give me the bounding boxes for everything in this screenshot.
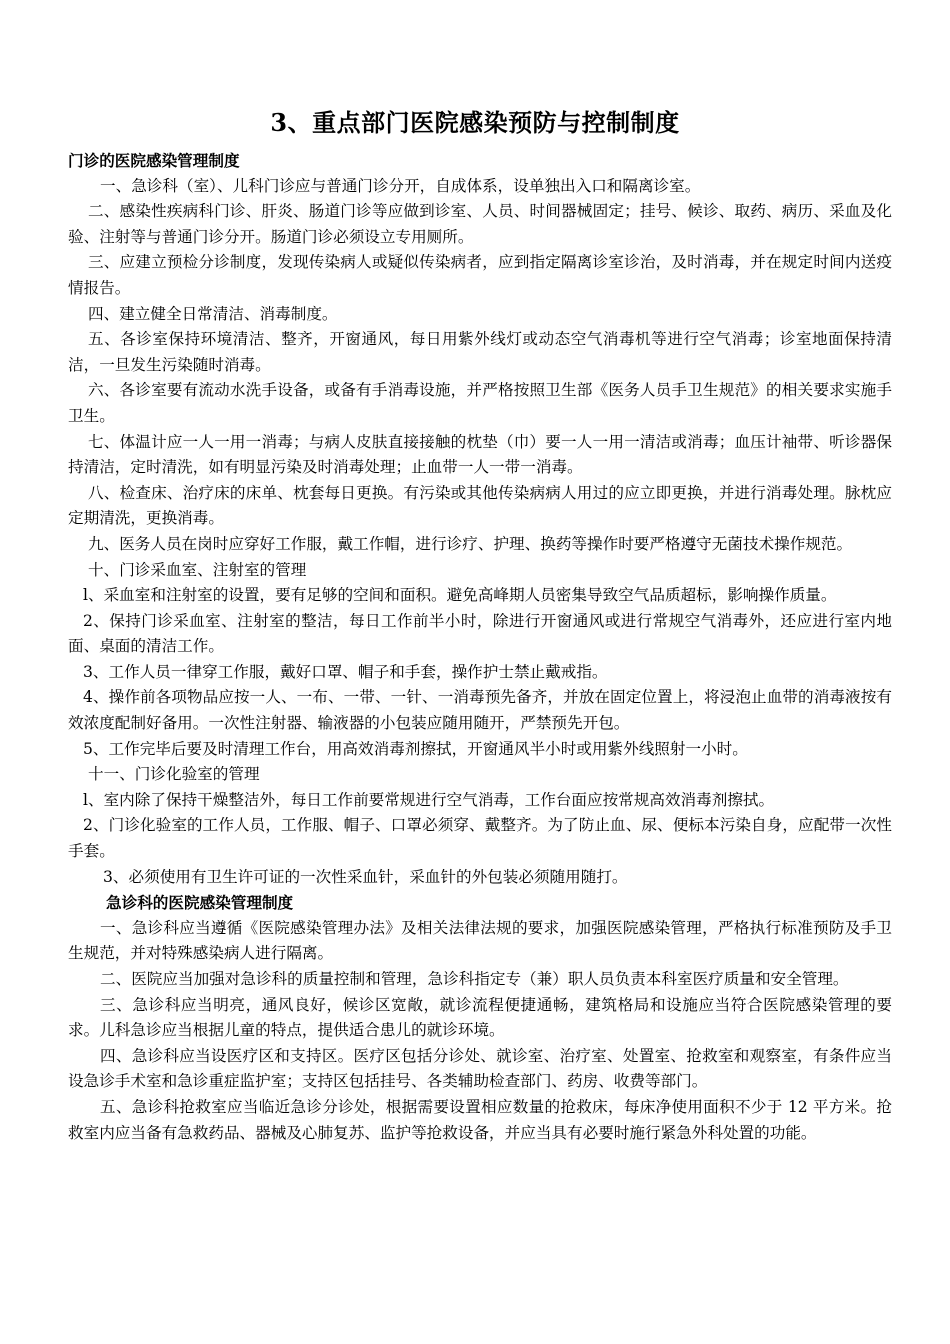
paragraph: 十、门诊采血室、注射室的管理 bbox=[88, 560, 307, 579]
paragraph: 二、感染性疾病科门诊、肝炎、肠道门诊等应做到诊室、人员、时间器械固定；挂号、候诊、取药、病历、采血及化验、注射等与普通门诊分开。肠道门诊必须设立专用厕所。 bbox=[68, 202, 892, 246]
paragraph: 九、医务人员在岗时应穿好工作服，戴工作帽，进行诊疗、护理、换药等操作时要严格遵守无菌技术操作规范。 bbox=[88, 534, 853, 553]
paragraph: 一、急诊科应当遵循《医院感染管理办法》及相关法律法规的要求，加强医院感染管理，严格执行标准预防及手卫生规范，并对特殊感染病人进行隔离。 bbox=[68, 918, 892, 963]
sub-paragraph: 4、操作前各项物品应按一人、一布、一带、一针、一消毒预先备齐，并放在固定位置上，将浸泡止血带的消毒液按有效浓度配制好备用。一次性注射器、输液器的小包装应随用随开，严禁预先开包。 bbox=[68, 688, 892, 733]
paragraph: 一、急诊科（室）、儿科门诊应与普通门诊分开，自成体系，设单独出入口和隔离诊室。 bbox=[100, 176, 701, 195]
sub-paragraph: 2、保持门诊采血室、注射室的整洁，每日工作前半小时，除进行开窗通风或进行常规空气消毒外，还应进行室内地面、桌面的清洁工作。 bbox=[68, 611, 892, 656]
paragraph: 三、应建立预检分诊制度，发现传染病人或疑似传染病者，应到指定隔离诊室诊治，及时消毒，并在规定时间内送疫情报告。 bbox=[68, 253, 892, 297]
document-body bbox=[68, 148, 892, 1146]
paragraph: 四、建立健全日常清洁、消毒制度。 bbox=[88, 304, 338, 323]
paragraph: 三、急诊科应当明亮，通风良好，候诊区宽敞，就诊流程便捷通畅，建筑格局和设施应当符合医院感染管理的要求。儿科急诊应当根据儿童的特点，提供适合患儿的就诊环境。 bbox=[68, 995, 892, 1040]
sub-paragraph: l、室内除了保持干燥整洁外，每日工作前要常规进行空气消毒，工作台面应按常规高效消毒剂擦拭。 bbox=[83, 790, 775, 809]
paragraph: 五、急诊科抢救室应当临近急诊分诊处，根据需要设置相应数量的抢救床，每床净使用面积不少于 12 平方米。抢救室内应当备有急救药品、器械及心肺复苏、监护等抢救设备，并应当具有必要时施行紧急外科处置的功能。 bbox=[68, 1097, 892, 1142]
sub-paragraph: l、采血室和注射室的设置，要有足够的空间和面积。避免高峰期人员密集导致空气品质超标，影响操作质量。 bbox=[83, 586, 837, 605]
sub-paragraph: 5、工作完毕后要及时清理工作台，用高效消毒剂擦拭，开窗通风半小时或用紫外线照射一小时。 bbox=[83, 739, 748, 758]
sub-paragraph: 3、必须使用有卫生许可证的一次性采血针，采血针的外包装必须随用随打。 bbox=[103, 867, 628, 886]
section-heading-emergency: 急诊科的医院感染管理制度 bbox=[106, 893, 294, 913]
paragraph: 十一、门诊化验室的管理 bbox=[88, 765, 260, 784]
paragraph: 四、急诊科应当设医疗区和支持区。医疗区包括分诊处、就诊室、治疗室、处置室、抢救室和观察室，有条件应当设急诊手术室和急诊重症监护室；支持区包括挂号、各类辅助检查部门、药房、收费等部门。 bbox=[68, 1046, 892, 1091]
paragraph: 二、医院应当加强对急诊科的质量控制和管理，急诊科指定专（兼）职人员负责本科室医疗质量和安全管理。 bbox=[100, 970, 849, 988]
section-heading-outpatient: 门诊的医院感染管理制度 bbox=[68, 151, 240, 170]
paragraph: 八、检查床、治疗床的床单、枕套每日更换。有污染或其他传染病病人用过的应立即更换，并进行消毒处理。脉枕应定期清洗，更换消毒。 bbox=[68, 483, 892, 528]
sub-paragraph: 2、门诊化验室的工作人员，工作服、帽子、口罩必须穿、戴整齐。为了防止血、尿、便标本污染自身，应配带一次性手套。 bbox=[68, 816, 892, 861]
page-title: 3、重点部门医院感染预防与控制制度 bbox=[270, 108, 680, 137]
paragraph: 七、体温计应一人一用一消毒；与病人皮肤直接接触的枕垫（巾）要一人一用一清洁或消毒；血压计袖带、听诊器保持清洁，定时清洗，如有明显污染及时消毒处理；止血带一人一带一消毒。 bbox=[68, 432, 892, 477]
paragraph: 五、各诊室保持环境清洁、整齐，开窗通风，每日用紫外线灯或动态空气消毒机等进行空气消毒；诊室地面保持清洁，一旦发生污染随时消毒。 bbox=[68, 330, 892, 374]
sub-paragraph: 3、工作人员一律穿工作服，戴好口罩、帽子和手套，操作护士禁止戴戒指。 bbox=[83, 662, 608, 681]
paragraph: 六、各诊室要有流动水洗手设备，或备有手消毒设施，并严格按照卫生部《医务人员手卫生规范》的相关要求实施手卫生。 bbox=[68, 381, 892, 425]
